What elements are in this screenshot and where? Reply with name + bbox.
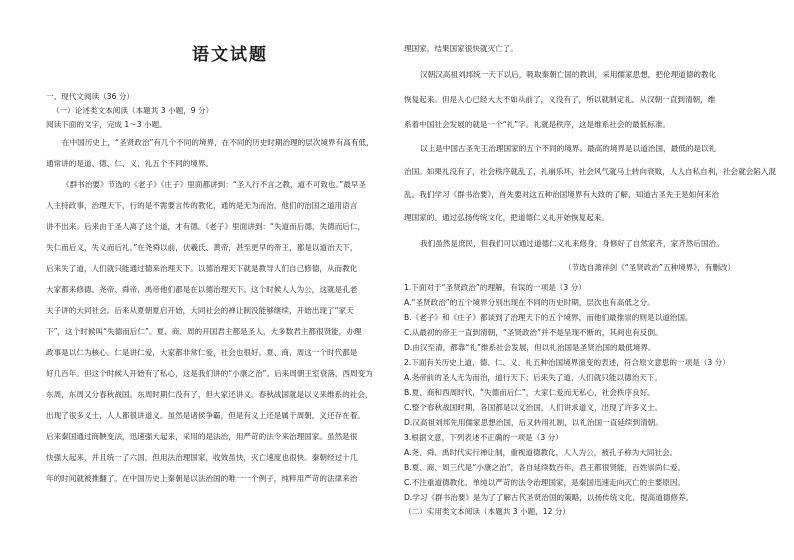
text-line: C.整个春秋战国时期，各国都是以义治国，人们讲求道义，出现了许多义士。 bbox=[404, 403, 663, 412]
text-line: D.学习《群书治要》是为了了解古代圣贤治国的策略，以扬传统文化，提高道德修养。 bbox=[404, 493, 694, 502]
text-line: 好几百年。但这个时候人开始有了私心，这是我们讲的“小康之治”。后来周朝王室衰落，西周变为 bbox=[46, 369, 373, 378]
text-line: （一）论述类文本阅读（本题共 3 小题，9 分） bbox=[52, 106, 214, 115]
text-line: 后来秦国通过商鞅变法，迅速强大起来，采用的是法治，用严苛的法令来治理国家。虽然是很 bbox=[46, 432, 358, 441]
text-line: 大家都来修德。尧帝、舜帝、禹帝他们都是在以德治理天下。这个时候人人为公，这就是孔老 bbox=[46, 285, 358, 294]
text-line: B.夏、商、周三代是“小康之治”，各自延续数百年，君王都很贤能，百姓崇尚仁爱。 bbox=[404, 463, 686, 472]
text-line: B.《老子》和《庄子》都谈到了治理天下的五个境界，而他们最推崇的则是以道治国。 bbox=[404, 313, 693, 322]
text-line: 系着中国社会发展的就是一个“礼”字。礼就是秩序，这是维系社会的最低标准。 bbox=[404, 120, 671, 129]
text-line: 阅读下面的文字，完成 1～3 小题。 bbox=[46, 120, 167, 129]
text-line: 我们虽然是庶民，但我们可以通过道德仁义礼来修身，身修好了自然家齐，家齐然后国治。 bbox=[420, 239, 724, 248]
text-line: 《群书治要》节选的《老子》《庄子》里面都讲到：“圣人行不言之教，道不可致也。”最早圣 bbox=[62, 180, 367, 189]
text-line: B.夏、商和西周时代，“失德而后仁”，大家仁爱而无私心，社会秩序良好。 bbox=[404, 388, 655, 397]
text-line: 政事是以仁为核心。仁是讲仁爱，大家都非常仁爱，社会也很好。夏、商、周这一个时代都是 bbox=[46, 348, 358, 357]
text-line: C.从最初的帝王一直到清朝，“圣贤政治”并不是呈现不断的，其间也有反倒。 bbox=[404, 328, 663, 337]
text-line: （节选自萧祥剑《“圣贤政治”五种境界》，有删改） bbox=[564, 263, 736, 272]
text-line: 后来失了道，人们就只能通过德来治理天下。以德治理天下就是教导人们自己修德，从而教化 bbox=[46, 264, 358, 273]
text-line: 理国家，结果国家很快就灭亡了。 bbox=[404, 44, 518, 53]
page-title: 语文试题 bbox=[192, 45, 268, 65]
text-line: 1.下面对于“圣贤政治”的理解，有误的一项是（3 分） bbox=[404, 283, 586, 292]
text-line: 夫子讲的大同社会。后来从夏朝夏启开始，大同社会的禅让制没能够继续，开始出现了“家天 bbox=[46, 306, 354, 315]
text-line: 一、现代文阅读（36 分） bbox=[46, 92, 135, 101]
text-line: 下”，这个时候叫“失德而后仁”。夏、商、周的开国君主都是圣人，大多数君主都很贤能，办理 bbox=[46, 327, 362, 336]
text-line: 出现了很多义士，人人都很讲道义。虽然是诸侯争霸，但是有义上还是属于周朝，义还存在着。 bbox=[46, 411, 365, 420]
text-line: 讲不出来。后来由于圣人离了这个道，才有德。《老子》里面讲到：“失道而后德，失德而后仁， bbox=[46, 222, 366, 231]
text-line: 在中国历史上，“圣贤政治”有几个不同的境界，在不同的历史时期治理的层次境界有高有低， bbox=[62, 138, 374, 147]
text-line: 东周，东周又分春秋战国。东周时期仁没有了，但大家还讲义。春秋战国就是以义来维系的社会， bbox=[46, 390, 373, 399]
text-line: 恢复起来。但是人心已经大大不如从前了，义没有了，所以就制定礼。从汉朝一直到清朝，维 bbox=[404, 95, 716, 104]
text-line: D.由汉至清，都靠“礼”维系社会发展，但以礼治国是圣贤治国的最低境界。 bbox=[404, 343, 656, 352]
text-line: 3.根据文意，下列表述不正确的一项是（3 分） bbox=[404, 433, 563, 442]
text-line: 乱。我们学习《群书治要》，首先要对这五种治国境界有大致的了解，知道古圣先王是如何来治 bbox=[404, 190, 720, 199]
text-line: 失仁而后义，失义而后礼。”在尧舜以前，伏羲氏、黄帝，甚至更早的帝王，都是以道治天下， bbox=[46, 243, 358, 252]
text-line: 汉朝汉高祖刘邦统一天下以后，吸取秦朝亡国的教训，采用儒家思想，把伦理道德的教化 bbox=[420, 70, 717, 79]
text-line: 通常讲的是道、德、仁、义、礼五个不同的境界。 bbox=[46, 159, 214, 168]
text-line: 2.下面有关历史上道、德、仁、义、礼五种治国境界演变的表述，符合原文意思的一项是（3 分） bbox=[404, 358, 730, 367]
text-line: A.尧帝前的圣人无为而治，道行天下；后来失了道，人们就只能以德治天下。 bbox=[404, 373, 663, 382]
text-line: D.汉高祖刘邦先用儒家思想治国，后又转用礼制，以礼治国一直延续到清朝。 bbox=[404, 418, 663, 427]
text-line: 理国家的。通过弘扬传统文化，把道德仁义礼开始恢复起来。 bbox=[404, 213, 610, 222]
text-line: A.“圣贤政治”的五个境界分别出现在不同的历史时期，层次也有高低之分。 bbox=[404, 298, 655, 307]
text-line: 人主持政事，治理天下，行的是不需要言传的教化，通的是无为而治，他们的治国之道用语言 bbox=[46, 201, 358, 210]
text-line: （二）实用类文本阅读（本题共 3 小题，12 分） bbox=[404, 507, 571, 516]
text-line: C.不注重道德教化，单纯以严苛的法令治理国家，是秦国迅速走向灭亡的主要原因。 bbox=[404, 478, 686, 487]
text-line: 快强大起来，并且统一了六国，但用法治理国家，收效虽快，灭亡速度也很快。秦朝经过十几 bbox=[46, 453, 358, 462]
text-line: 年的时间就被推翻了。在中国历史上秦朝是以法治国的唯一一个例子，纯粹用严苛的法律来治 bbox=[46, 474, 358, 483]
text-line: 治国。如果礼没有了，社会秩序就乱了，礼崩乐坏，社会风气就马上转向衰败，人人自私自利，社会就会陷入混 bbox=[404, 167, 777, 176]
text-line: A.尧、舜、禹时代实行禅让制，重视道德教化，人人为公，被孔子称为大同社会。 bbox=[404, 448, 678, 457]
text-line: 以上是中国古圣先王治理国家的五个不同的境界。最高的境界是以道治国，最低的是以礼 bbox=[420, 144, 717, 153]
